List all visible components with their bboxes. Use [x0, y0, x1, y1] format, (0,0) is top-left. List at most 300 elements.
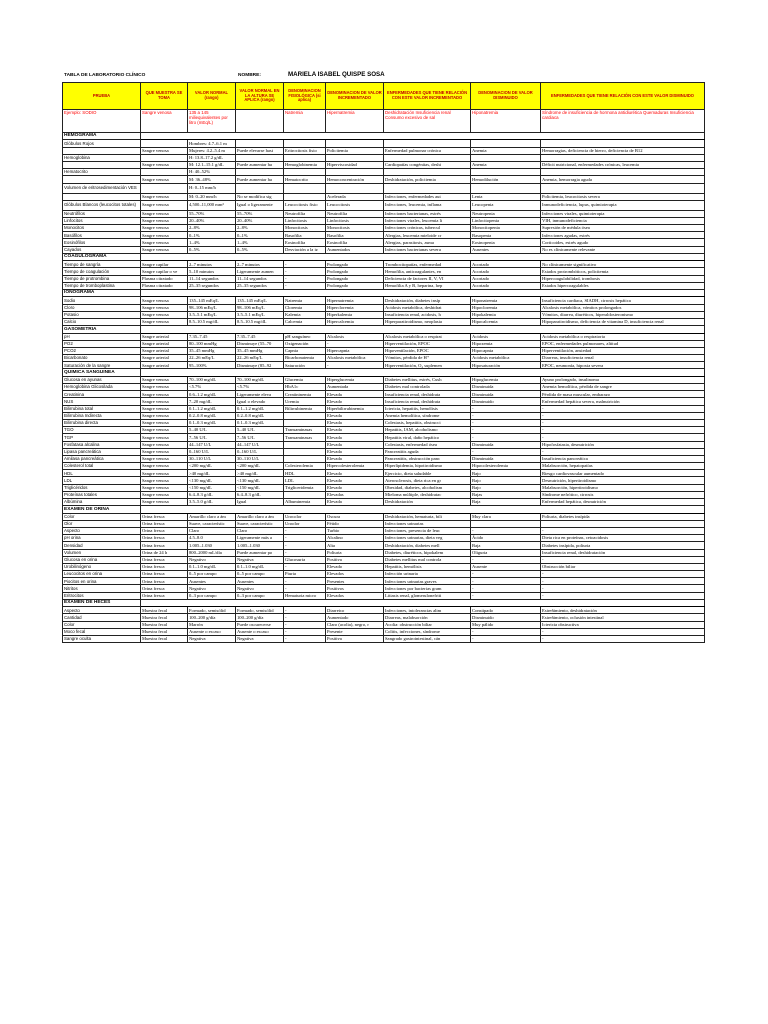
- header-cell: ENFERMEDADES QUE TIENE RELACIÓN CON ESTE VALOR DISMINUIDO: [541, 83, 705, 110]
- table-cell: 1–4%: [188, 239, 236, 246]
- table-row: [63, 340, 705, 347]
- table-cell: 1–4%: [236, 239, 284, 246]
- table-cell: Enfermedad hepática, desnutrición: [541, 499, 705, 506]
- table-cell: Diabetes mal controlada: [384, 384, 471, 391]
- table-row: [63, 419, 705, 426]
- table-cell: Ausentes: [236, 578, 284, 585]
- table-cell: Mujeres: 4.2–5.4 m: [188, 147, 236, 154]
- table-cell: Litiasis renal, glomerulonefriti: [384, 592, 471, 599]
- table-cell: Sangre venosa: [141, 225, 188, 232]
- table-cell: Piuria: [284, 571, 326, 578]
- table-cell: 11–14 segundos: [188, 275, 236, 282]
- table-cell: Ausente o escaso: [188, 628, 236, 635]
- table-cell: 5–40 U/L: [236, 427, 284, 434]
- table-cell: Hemofilia, anticoagulantes, en: [384, 268, 471, 275]
- test-name-cell: Glucosa en orina: [63, 556, 141, 563]
- table-cell: -: [326, 340, 384, 347]
- example-cell: Sangre venosa: [141, 110, 188, 133]
- table-row: [63, 246, 705, 253]
- test-name-cell: Cloro: [63, 304, 141, 311]
- table-cell: Orina fresca: [141, 571, 188, 578]
- table-row: [63, 217, 705, 224]
- table-cell: [541, 520, 705, 527]
- table-row: [63, 434, 705, 441]
- table-cell: Sangre arterial: [141, 333, 188, 340]
- table-cell: Negativo: [188, 556, 236, 563]
- table-cell: Estreñimiento, oclusión intestinal: [541, 614, 705, 621]
- table-row: [63, 282, 705, 289]
- table-row: [63, 484, 705, 491]
- table-cell: Diarreas, malabsorción: [384, 614, 471, 621]
- example-cell: Natremia: [284, 110, 326, 133]
- table-cell: Positiva: [326, 635, 384, 642]
- table-cell: HbA1c: [284, 384, 326, 391]
- table-cell: -: [471, 628, 541, 635]
- table-cell: Elevada: [326, 434, 384, 441]
- table-cell: [284, 193, 326, 200]
- table-cell: Poliuria, diabetes insípida: [541, 513, 705, 520]
- table-cell: Bajo: [471, 470, 541, 477]
- table-cell: Hepatitis viral, daño hepático: [384, 434, 471, 441]
- table-cell: [384, 183, 471, 193]
- table-cell: -: [284, 614, 326, 621]
- table-cell: -: [541, 592, 705, 599]
- table-cell: Sangre venosa: [141, 405, 188, 412]
- header-cell: VALOR NORMAL EN LA ALTURA SE APLICA (rango): [236, 83, 284, 110]
- table-cell: M: 36–48%: [188, 176, 236, 183]
- test-name-cell: Volumen: [63, 549, 141, 556]
- table-cell: Elevado: [326, 398, 384, 405]
- table-cell: -: [471, 556, 541, 563]
- table-cell: <200 mg/dL: [188, 463, 236, 470]
- table-cell: 0.1–1.2 mg/dL: [236, 405, 284, 412]
- table-cell: Plasma citratado: [141, 275, 188, 282]
- table-cell: -: [284, 527, 326, 534]
- table-cell: Sangre venosa: [141, 427, 188, 434]
- table-cell: Hematuria micro: [284, 592, 326, 599]
- table-cell: Insuficiencia renal, deshidrata: [384, 398, 471, 405]
- table-cell: EPOC, neumonía, hipoxia severa: [541, 362, 705, 369]
- table-row: [63, 297, 705, 304]
- table-cell: 5–40 U/L: [188, 427, 236, 434]
- table-cell: Transaminasas: [284, 427, 326, 434]
- table-cell: Ligeramente aumen: [236, 268, 284, 275]
- table-cell: -: [541, 405, 705, 412]
- table-cell: -: [541, 556, 705, 563]
- header-cell: DENOMINACION FISIOLÓGICA (si aplica): [284, 83, 326, 110]
- table-cell: Deshidratación: [384, 499, 471, 506]
- table-cell: Policitemia, leucocitosis severa: [541, 193, 705, 200]
- table-cell: Hemofilia A y B, heparina, hep: [384, 282, 471, 289]
- table-cell: Hipocolesterolemia: [471, 463, 541, 470]
- table-cell: Diabetes insípida, poliuria: [541, 542, 705, 549]
- table-cell: Sangre venosa: [141, 448, 188, 455]
- table-title: TABLA DE LABORATORIO CLÍNICO: [64, 73, 146, 78]
- test-name-cell: Calcio: [63, 318, 141, 325]
- table-cell: 4.5–8.0: [188, 535, 236, 542]
- test-name-cell: [63, 147, 141, 154]
- table-cell: Sangre venosa: [141, 147, 188, 154]
- table-row: [63, 355, 705, 362]
- table-cell: 100–200 g/día: [188, 614, 236, 621]
- table-cell: Claro: [236, 527, 284, 534]
- table-row: [63, 527, 705, 534]
- table-cell: Ácido: [471, 535, 541, 542]
- test-name-cell: TGP: [63, 434, 141, 441]
- table-cell: Negativa: [236, 635, 284, 642]
- table-cell: -: [284, 628, 326, 635]
- table-cell: 800–2000 mL/día: [188, 549, 236, 556]
- table-cell: Anemia hemolítica, pérdida de sangre: [541, 384, 705, 391]
- test-name-cell: Nitritos: [63, 585, 141, 592]
- table-cell: 20–40%: [188, 217, 236, 224]
- table-cell: Alergias, parasitosis, asma: [384, 239, 471, 246]
- table-row: [63, 176, 705, 183]
- table-cell: Formado, semisólid: [236, 607, 284, 614]
- table-cell: Linfocitosis: [326, 217, 384, 224]
- table-row: [63, 470, 705, 477]
- table-cell: Turbio: [326, 527, 384, 534]
- table-cell: Pancreatitis, obstrucción panc: [384, 455, 471, 462]
- table-cell: Bajo: [471, 484, 541, 491]
- test-name-cell: Monocitos: [63, 225, 141, 232]
- table-cell: Basopenia: [471, 232, 541, 239]
- table-cell: -: [471, 427, 541, 434]
- table-cell: 7–56 U/L: [188, 434, 236, 441]
- test-name-cell: NUS: [63, 398, 141, 405]
- table-cell: 0.1–1.2 mg/dL: [188, 405, 236, 412]
- table-cell: Suave, característic: [236, 520, 284, 527]
- table-row: [63, 210, 705, 217]
- table-cell: Transaminasas: [284, 434, 326, 441]
- table-cell: Dieta rica en proteínas, cetoacidosis: [541, 535, 705, 542]
- table-cell: -: [471, 592, 541, 599]
- table-cell: Ausentes: [188, 578, 236, 585]
- table-cell: Hipoventilación, EPOC: [384, 347, 471, 354]
- table-cell: Disminuye (85–92: [236, 362, 284, 369]
- table-cell: Elevados: [326, 592, 384, 599]
- section-spacer: [141, 599, 705, 606]
- table-cell: Pérdida de masa muscular, embarazo: [541, 391, 705, 398]
- table-row: [63, 183, 705, 193]
- table-cell: Elevada: [326, 455, 384, 462]
- table-cell: Insuficiencia renal, deshidrata: [384, 391, 471, 398]
- table-cell: 8.5–10.5 mg/dL: [188, 318, 236, 325]
- table-cell: Sangre venosa: [141, 246, 188, 253]
- table-cell: Sangre venosa: [141, 412, 188, 419]
- table-cell: Infecciones agudas, estrés: [541, 232, 705, 239]
- table-cell: 70–100 mg/dL: [188, 376, 236, 383]
- table-cell: 0–160 U/L: [188, 448, 236, 455]
- table-row: [63, 304, 705, 311]
- test-name-cell: Tiempo de coagulación: [63, 268, 141, 275]
- table-cell: -: [541, 527, 705, 534]
- table-cell: <130 mg/dL: [188, 477, 236, 484]
- table-cell: Elevada: [326, 448, 384, 455]
- table-cell: Positiva: [326, 556, 384, 563]
- table-cell: 22–26 mEq/L: [236, 355, 284, 362]
- table-cell: -: [471, 527, 541, 534]
- table-cell: M: 0–20 mm/h: [188, 193, 236, 200]
- table-cell: Enfermedad hepática severa, malnutrición: [541, 398, 705, 405]
- table-cell: Sangre venosa: [141, 297, 188, 304]
- table-cell: Orina fresca: [141, 592, 188, 599]
- table-cell: Acidosis metabólica, deshidrat: [384, 304, 471, 311]
- table-cell: Hemorragias, deficiencia de hierro, deficiencia de B12: [541, 147, 705, 154]
- test-name-cell: TGO: [63, 427, 141, 434]
- table-cell: Sangre venosa: [141, 318, 188, 325]
- section-row: [63, 289, 705, 296]
- table-cell: [541, 169, 705, 176]
- table-cell: 2–7 minutos: [236, 261, 284, 268]
- section-spacer: [141, 253, 705, 260]
- table-cell: Orina fresca: [141, 563, 188, 570]
- table-row: [63, 200, 705, 210]
- table-cell: Natremia: [284, 297, 326, 304]
- table-cell: Hiponatremia: [471, 297, 541, 304]
- table-cell: Puede oscurecerse: [236, 621, 284, 628]
- table-cell: -: [284, 621, 326, 628]
- test-name-cell: Eritrocitos: [63, 592, 141, 599]
- table-cell: Formado, semisólid: [188, 607, 236, 614]
- table-cell: Muestra fecal: [141, 635, 188, 642]
- test-name-cell: Glóbulos Rojos: [63, 140, 141, 147]
- table-cell: 55–70%: [188, 210, 236, 217]
- table-cell: Infecciones urinarias graves: [384, 578, 471, 585]
- test-name-cell: Saturación de la sangre: [63, 362, 141, 369]
- table-cell: Igual o ligeramente: [236, 200, 284, 210]
- table-cell: 25–35 segundos: [188, 282, 236, 289]
- table-cell: Déficit nutricional, enfermedades crónicas, leucemia: [541, 161, 705, 168]
- table-cell: Ayuno prolongado, insulinoma: [541, 376, 705, 383]
- table-cell: Basofilia: [284, 232, 326, 239]
- table-cell: 7.35–7.45: [236, 333, 284, 340]
- table-row: [63, 520, 705, 527]
- table-cell: Elevados: [326, 571, 384, 578]
- table-cell: Diabetes mellitus, estrés, Cush: [384, 376, 471, 383]
- table-row: [63, 161, 705, 168]
- table-cell: [141, 169, 188, 176]
- table-cell: Hiperventilación, EPOC: [384, 340, 471, 347]
- table-cell: Eosinofilia: [284, 239, 326, 246]
- table-cell: Sangre venosa: [141, 491, 188, 498]
- table-cell: Hipercapnia: [326, 347, 384, 354]
- table-cell: Fétido: [326, 520, 384, 527]
- table-cell: Disminuida: [471, 391, 541, 398]
- example-cell: Síndrome de insuficiencia de hormona antidiurética Quemaduras Insuficiencia cardiaca: [541, 110, 705, 133]
- table-row: [63, 635, 705, 642]
- table-cell: 30–110 U/L: [236, 455, 284, 462]
- table-cell: -: [541, 419, 705, 426]
- table-cell: 2–7 minutos: [188, 261, 236, 268]
- table-row: [63, 607, 705, 614]
- test-name-cell: Cayados: [63, 246, 141, 253]
- table-cell: Hipoxemia: [471, 340, 541, 347]
- table-cell: Leucocitosis: [326, 200, 384, 210]
- table-cell: Ejercicio, dieta saludable: [384, 470, 471, 477]
- table-cell: Orina fresca: [141, 578, 188, 585]
- table-cell: Sangre venosa: [141, 470, 188, 477]
- table-cell: Calcemia: [284, 318, 326, 325]
- table-cell: Trombocitopatías, enfermedad: [384, 261, 471, 268]
- table-cell: Mieloma múltiple, deshidratac: [384, 491, 471, 498]
- test-name-cell: Hemoglobina Glicosilada: [63, 384, 141, 391]
- section-row: [63, 369, 705, 376]
- table-cell: Elevado: [326, 484, 384, 491]
- table-cell: Sangre venosa: [141, 499, 188, 506]
- table-row: [63, 405, 705, 412]
- table-cell: Muestra fecal: [141, 614, 188, 621]
- table-cell: Sangre venosa: [141, 311, 188, 318]
- table-cell: Deficiencia de factores II, V, VI: [384, 275, 471, 282]
- test-name-cell: Leucocitos en orina: [63, 571, 141, 578]
- table-cell: 0–1%: [236, 232, 284, 239]
- test-name-cell: Bicarbonato: [63, 355, 141, 362]
- table-cell: Sangre venosa: [141, 477, 188, 484]
- section-spacer: [141, 289, 705, 296]
- table-cell: Anemia: [471, 161, 541, 168]
- table-cell: Disminuida: [471, 384, 541, 391]
- table-cell: 0–5 por campo: [236, 571, 284, 578]
- table-cell: Presente: [326, 628, 384, 635]
- table-cell: Puede aumentar po: [236, 549, 284, 556]
- test-name-cell: [63, 193, 141, 200]
- table-cell: -: [471, 585, 541, 592]
- table-cell: Kalemia: [284, 311, 326, 318]
- table-cell: -: [284, 585, 326, 592]
- table-cell: Acortado: [471, 268, 541, 275]
- table-cell: Inmunodeficiencia, lupus, quimioterapia: [541, 200, 705, 210]
- table-cell: Infecciones, intolerancias alim: [384, 607, 471, 614]
- table-cell: -: [471, 405, 541, 412]
- table-cell: Ausentes: [471, 246, 541, 253]
- table-cell: Uremia: [284, 398, 326, 405]
- table-cell: [541, 183, 705, 193]
- table-cell: Diabetes, diuréticos, hipokalem: [384, 549, 471, 556]
- table-cell: 44–147 U/L: [188, 441, 236, 448]
- table-cell: [326, 154, 384, 161]
- table-cell: -: [284, 268, 326, 275]
- table-cell: >40 mg/dL: [188, 470, 236, 477]
- section-spacer: [141, 326, 705, 333]
- table-row: [63, 542, 705, 549]
- table-cell: Sangre venosa: [141, 398, 188, 405]
- table-cell: -: [284, 549, 326, 556]
- table-cell: [471, 140, 541, 147]
- table-cell: Hemoconcentración: [326, 176, 384, 183]
- table-cell: [284, 154, 326, 161]
- table-cell: Basofilia: [326, 232, 384, 239]
- table-cell: [236, 183, 284, 193]
- table-cell: -: [471, 635, 541, 642]
- table-row: [63, 448, 705, 455]
- table-cell: [284, 491, 326, 498]
- table-row: [63, 499, 705, 506]
- table-cell: Hombres: 4.7–6.1 m: [188, 140, 236, 147]
- table-cell: Prolongado: [326, 261, 384, 268]
- table-cell: 70–100 mg/dL: [236, 376, 284, 383]
- table-cell: <150 mg/dL: [236, 484, 284, 491]
- table-cell: [326, 183, 384, 193]
- table-cell: H: 40–52%: [188, 169, 236, 176]
- table-row: [63, 463, 705, 470]
- table-cell: Deshidratación, diabetes mell: [384, 542, 471, 549]
- table-cell: Síndrome nefrótico, cirrosis: [541, 491, 705, 498]
- table-cell: Disminuido: [471, 614, 541, 621]
- table-cell: Baja: [471, 499, 541, 506]
- table-cell: 2–8%: [188, 225, 236, 232]
- header-cell: VALOR NORMAL (rango): [188, 83, 236, 110]
- table-cell: Muy clara: [471, 513, 541, 520]
- table-cell: Enfermedad pulmonar crónica: [384, 147, 471, 154]
- section-spacer: [141, 369, 705, 376]
- table-cell: Amarillo claro a ám: [236, 513, 284, 520]
- table-cell: Prolongado: [326, 268, 384, 275]
- table-cell: [141, 183, 188, 193]
- table-cell: -: [284, 607, 326, 614]
- table-cell: Leucopenia: [471, 200, 541, 210]
- table-cell: Hiposaturación: [471, 362, 541, 369]
- table-row: [63, 563, 705, 570]
- table-cell: -: [284, 282, 326, 289]
- test-name-cell: Tiempo de sangría: [63, 261, 141, 268]
- table-cell: Infecciones virales, leucemia li: [384, 217, 471, 224]
- table-cell: Hipercolesterolemia: [326, 463, 384, 470]
- test-name-cell: Piocitos en orina: [63, 578, 141, 585]
- table-cell: Elevada: [326, 441, 384, 448]
- example-cell: Hiponatremia: [471, 110, 541, 133]
- test-name-cell: Bilirrubina Indirecta: [63, 412, 141, 419]
- table-row: [63, 362, 705, 369]
- lab-table-sheet: [62, 70, 704, 643]
- table-row: [63, 441, 705, 448]
- section-row: [63, 326, 705, 333]
- header-cell: ENFERMEDADES QUE TIENE RELACIÓN CON ESTE VALOR INCREMENTADO: [384, 83, 471, 110]
- table-cell: Disminuido: [471, 398, 541, 405]
- table-cell: Saturación: [284, 362, 326, 369]
- test-name-cell: Lipasa pancreática: [63, 448, 141, 455]
- table-row: [63, 311, 705, 318]
- test-name-cell: Color: [63, 513, 141, 520]
- table-cell: Sangre capilar o ve: [141, 268, 188, 275]
- table-cell: -: [541, 571, 705, 578]
- table-cell: [284, 412, 326, 419]
- table-cell: -: [541, 434, 705, 441]
- table-row: [63, 261, 705, 268]
- table-cell: 5–10 minutos: [188, 268, 236, 275]
- table-cell: Sangre venosa: [141, 239, 188, 246]
- table-cell: <130 mg/dL: [236, 477, 284, 484]
- table-cell: Infección urinaria: [384, 571, 471, 578]
- table-cell: Alta: [326, 542, 384, 549]
- table-cell: Elevada: [326, 391, 384, 398]
- table-cell: Uroolor: [284, 520, 326, 527]
- table-cell: Ictericia obstructiva: [541, 621, 705, 628]
- table-cell: Alcalosis metabólica, vómitos prolongados: [541, 304, 705, 311]
- table-cell: Hipoglucemia: [471, 376, 541, 383]
- table-cell: Infecciones por bacterias gram: [384, 585, 471, 592]
- table-cell: Riesgo cardiovascular aumentado: [541, 470, 705, 477]
- table-cell: Sangre venosa: [141, 455, 188, 462]
- table-cell: Claro (acolia), negro, r: [326, 621, 384, 628]
- table-cell: Hiperparatiroidismo, neoplasia: [384, 318, 471, 325]
- table-cell: 22–26 mEq/L: [188, 355, 236, 362]
- table-cell: 3.5–5.1 mEq/L: [188, 311, 236, 318]
- test-name-cell: [63, 161, 141, 168]
- table-cell: VIH, inmunodeficiencia: [541, 217, 705, 224]
- table-cell: Sangre venosa: [141, 419, 188, 426]
- table-cell: Insuficiencia renal, deshidratación: [541, 549, 705, 556]
